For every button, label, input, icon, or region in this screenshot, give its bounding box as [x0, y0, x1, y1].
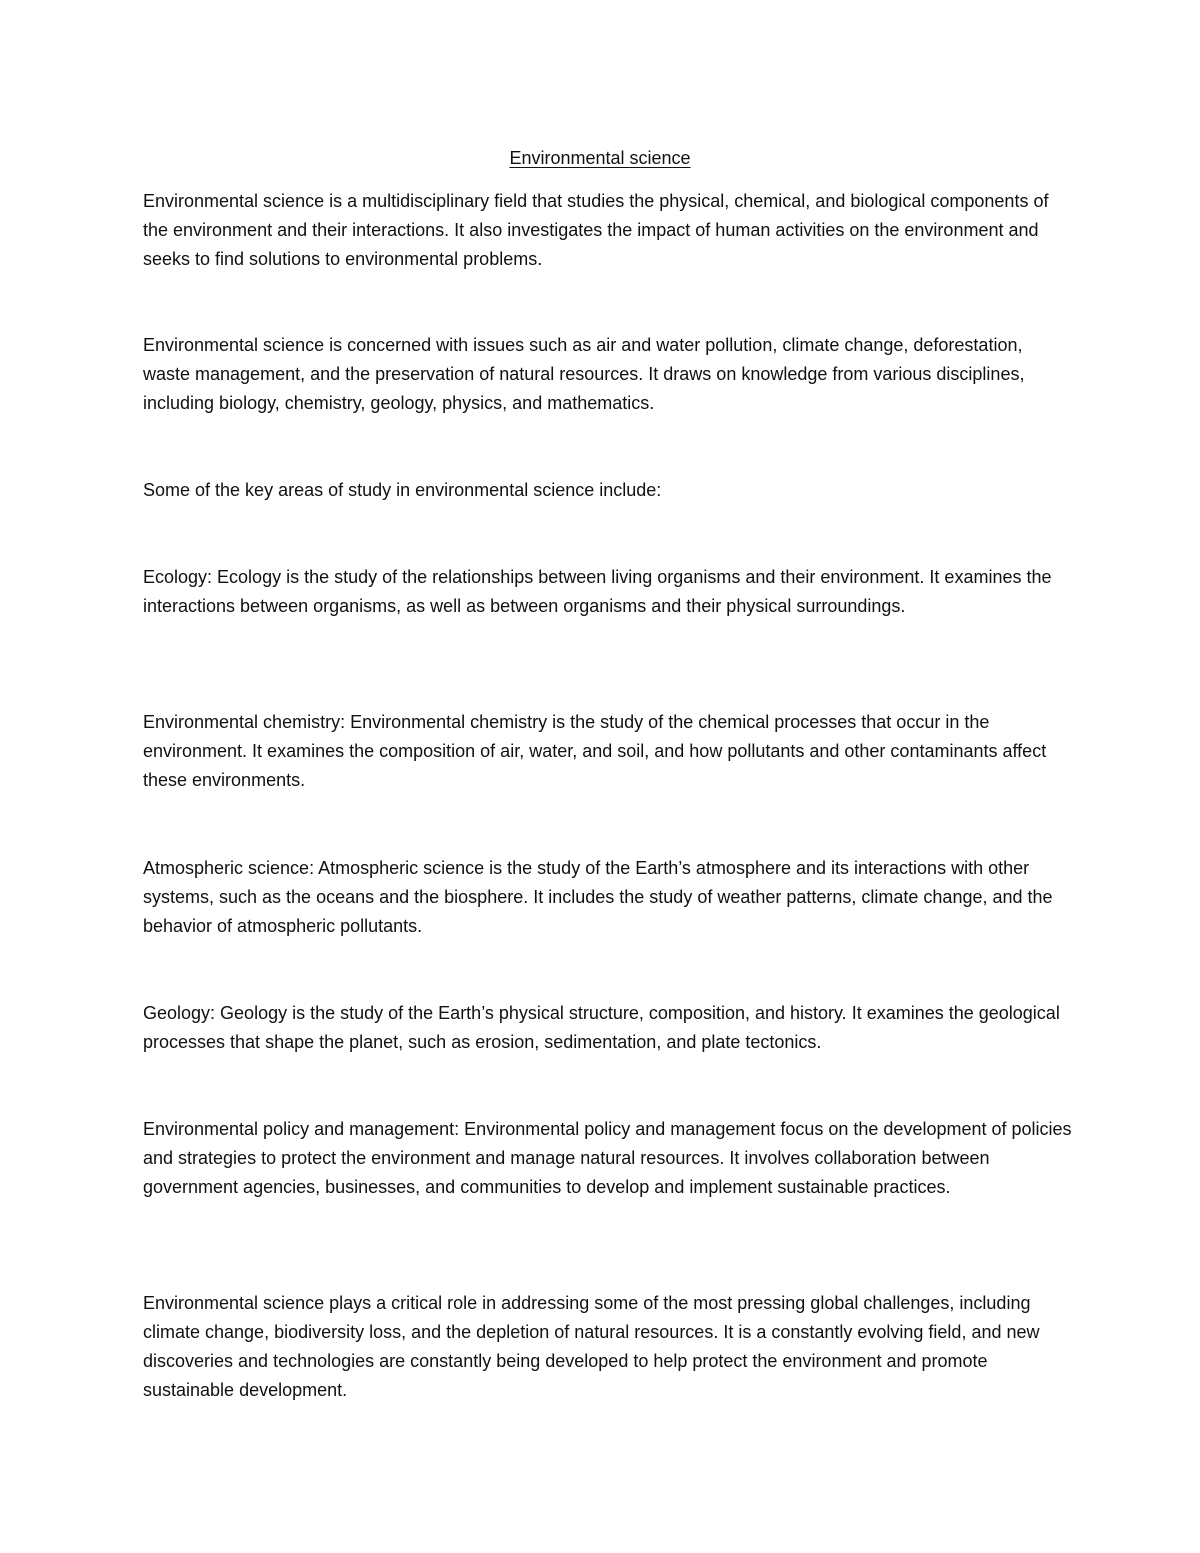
paragraph-issues: Environmental science is concerned with issues such as air and water pollution, climate change, deforestation, waste management, and the preservation of natural resources. It draws on knowledge from various disciplines, including biology, chemistry, geology, physics, and mathematics.: [143, 335, 1025, 413]
paragraph-intro: Environmental science is a multidisciplinary field that studies the physical, chemical, and biological components of the environment and their interactions. It also investigates the impact of human activities on the environment and seeks to find solutions to environmental problems.: [143, 191, 1049, 269]
paragraph-ecology: Ecology: Ecology is the study of the relationships between living organisms and their environment. It examines the interactions between organisms, as well as between organisms and their physical surroundings.: [143, 567, 1052, 616]
paragraph-policy-management: Environmental policy and management: Environmental policy and management focus on the development of policies and strategies to protect the environment and manage natural resources. It involves collaboration between government agencies, businesses, and communities to develop and implement sustainable practices.: [143, 1119, 1072, 1197]
paragraph-environmental-chemistry: Environmental chemistry: Environmental chemistry is the study of the chemical processes that occur in the environment. It examines the composition of air, water, and soil, and how pollutants and other contaminants affect these environments.: [143, 712, 1047, 790]
paragraph-key-areas: Some of the key areas of study in environmental science include:: [143, 480, 662, 500]
paragraph-geology: Geology: Geology is the study of the Earth’s physical structure, composition, and history. It examines the geological processes that shape the planet, such as erosion, sedimentation, and plate tectonics.: [143, 1003, 1060, 1052]
paragraph-atmospheric-science: Atmospheric science: Atmospheric science is the study of the Earth’s atmosphere and its interactions with other systems, such as the oceans and the biosphere. It includes the study of weather patterns, climate change, and the behavior of atmospheric pollutants.: [143, 858, 1053, 936]
paragraph-conclusion: Environmental science plays a critical role in addressing some of the most pressing global challenges, including climate change, biodiversity loss, and the depletion of natural resources. It is a constantly evolving field, and new discoveries and technologies are constantly being developed to help protect the environment and promote sustainable development.: [143, 1293, 1040, 1400]
document-title: Environmental science: [509, 148, 691, 168]
